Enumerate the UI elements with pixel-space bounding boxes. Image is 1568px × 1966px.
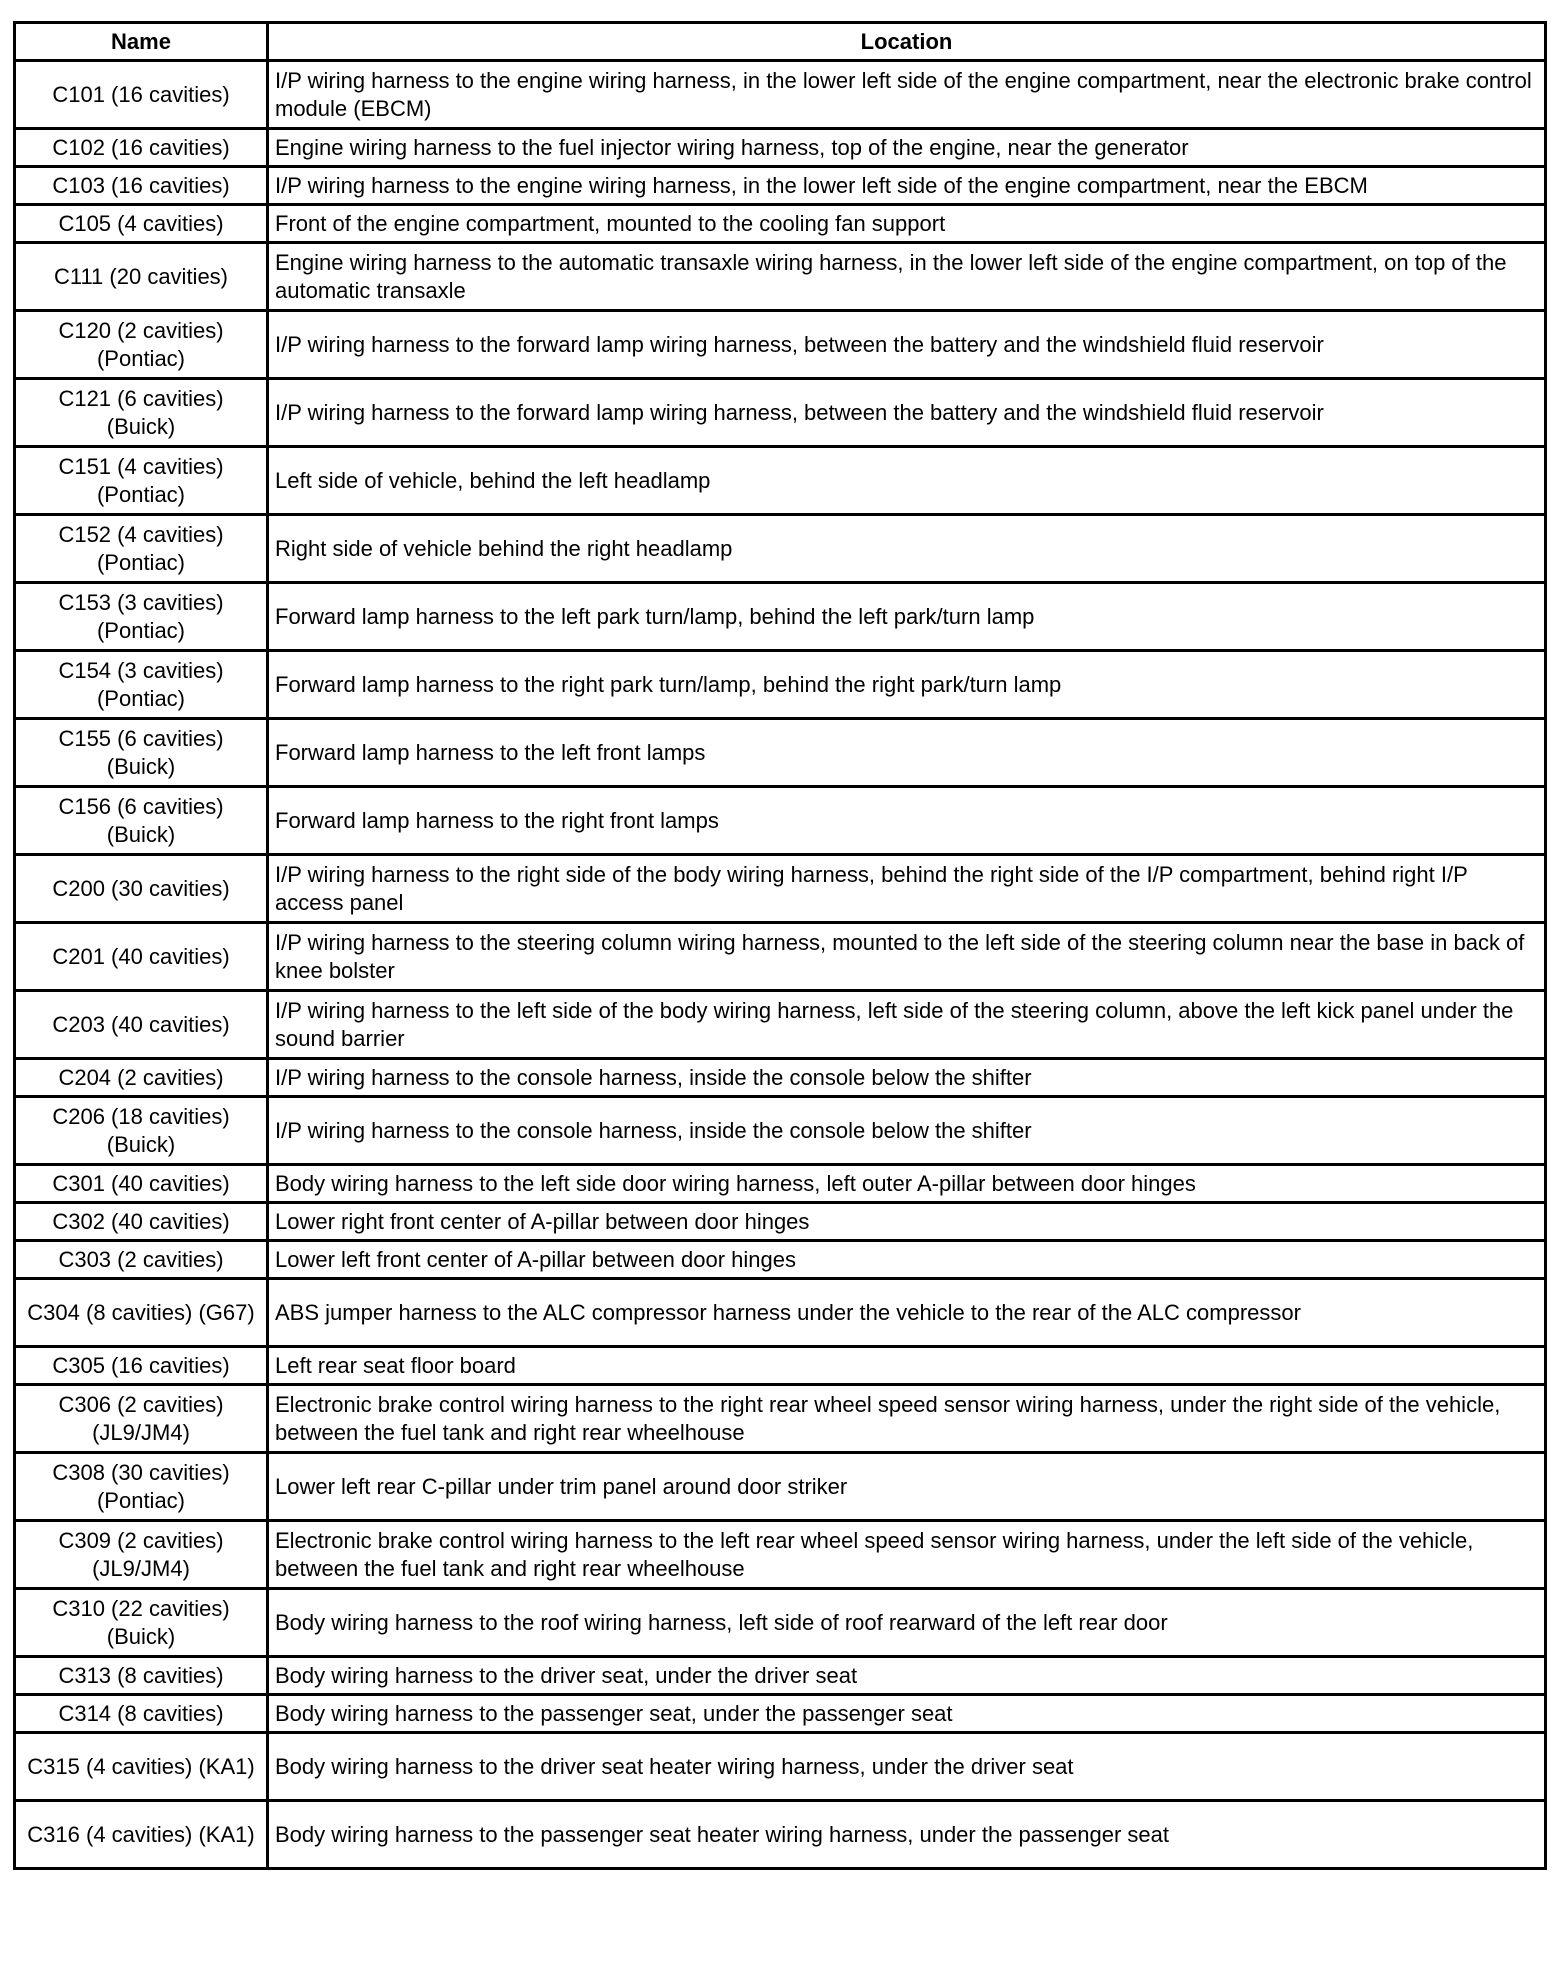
connector-location: Front of the engine compartment, mounted to the cooling fan support xyxy=(268,205,1546,243)
connector-name: C308 (30 cavities) (Pontiac) xyxy=(15,1453,268,1521)
connector-name: C155 (6 cavities) (Buick) xyxy=(15,719,268,787)
connector-name: C206 (18 cavities) (Buick) xyxy=(15,1097,268,1165)
name-column-header: Name xyxy=(15,23,268,61)
connector-name: C101 (16 cavities) xyxy=(15,61,268,129)
connector-location: Body wiring harness to the passenger seat heater wiring harness, under the passenger seat xyxy=(268,1801,1546,1869)
connector-name: C102 (16 cavities) xyxy=(15,129,268,167)
connector-name: C200 (30 cavities) xyxy=(15,855,268,923)
connector-name: C304 (8 cavities) (G67) xyxy=(15,1279,268,1347)
table-row xyxy=(15,205,1546,243)
table-row xyxy=(15,923,1546,991)
table-row xyxy=(15,1385,1546,1453)
table-row xyxy=(15,1695,1546,1733)
connector-name: C310 (22 cavities) (Buick) xyxy=(15,1589,268,1657)
connector-name: C120 (2 cavities) (Pontiac) xyxy=(15,311,268,379)
table-row xyxy=(15,61,1546,129)
connector-location: Right side of vehicle behind the right headlamp xyxy=(268,515,1546,583)
table-row xyxy=(15,719,1546,787)
connector-location: Left side of vehicle, behind the left headlamp xyxy=(268,447,1546,515)
connector-name: C306 (2 cavities) (JL9/JM4) xyxy=(15,1385,268,1453)
table-row xyxy=(15,379,1546,447)
connector-name: C151 (4 cavities) (Pontiac) xyxy=(15,447,268,515)
connector-name: C152 (4 cavities) (Pontiac) xyxy=(15,515,268,583)
connector-name: C309 (2 cavities) (JL9/JM4) xyxy=(15,1521,268,1589)
connector-name: C203 (40 cavities) xyxy=(15,991,268,1059)
connector-name: C315 (4 cavities) (KA1) xyxy=(15,1733,268,1801)
connector-name: C111 (20 cavities) xyxy=(15,243,268,311)
table-row xyxy=(15,311,1546,379)
connector-location: I/P wiring harness to the right side of the body wiring harness, behind the right side of the I/P compartment, behind right I/P access panel xyxy=(268,855,1546,923)
table-row xyxy=(15,1453,1546,1521)
connector-location: Forward lamp harness to the right front lamps xyxy=(268,787,1546,855)
connector-location: ABS jumper harness to the ALC compressor harness under the vehicle to the rear of the ALC compressor xyxy=(268,1279,1546,1347)
connector-location: Left rear seat floor board xyxy=(268,1347,1546,1385)
table-row xyxy=(15,1059,1546,1097)
table-row xyxy=(15,447,1546,515)
table-row xyxy=(15,583,1546,651)
table-row xyxy=(15,1203,1546,1241)
table-row xyxy=(15,787,1546,855)
connector-name: C313 (8 cavities) xyxy=(15,1657,268,1695)
connector-location: Electronic brake control wiring harness to the right rear wheel speed sensor wiring harness, under the right side of the vehicle, between the fuel tank and right rear wheelhouse xyxy=(268,1385,1546,1453)
connector-location-table xyxy=(13,21,1547,1870)
connector-name: C204 (2 cavities) xyxy=(15,1059,268,1097)
connector-location: Body wiring harness to the roof wiring harness, left side of roof rearward of the left rear door xyxy=(268,1589,1546,1657)
table-row xyxy=(15,1097,1546,1165)
connector-location: I/P wiring harness to the steering column wiring harness, mounted to the left side of the steering column near the base in back of knee bolster xyxy=(268,923,1546,991)
table-row xyxy=(15,1279,1546,1347)
connector-name: C154 (3 cavities) (Pontiac) xyxy=(15,651,268,719)
connector-location: Forward lamp harness to the left front lamps xyxy=(268,719,1546,787)
header-row xyxy=(15,23,1546,61)
table-row xyxy=(15,855,1546,923)
connector-location: I/P wiring harness to the console harness, inside the console below the shifter xyxy=(268,1059,1546,1097)
connector-location: I/P wiring harness to the forward lamp wiring harness, between the battery and the windshield fluid reservoir xyxy=(268,379,1546,447)
connector-name: C301 (40 cavities) xyxy=(15,1165,268,1203)
table-row xyxy=(15,515,1546,583)
connector-location: I/P wiring harness to the engine wiring harness, in the lower left side of the engine compartment, near the EBCM xyxy=(268,167,1546,205)
connector-name: C303 (2 cavities) xyxy=(15,1241,268,1279)
connector-location: Lower left rear C-pillar under trim panel around door striker xyxy=(268,1453,1546,1521)
connector-location: Engine wiring harness to the automatic transaxle wiring harness, in the lower left side of the engine compartment, on top of the automatic transaxle xyxy=(268,243,1546,311)
connector-location: Engine wiring harness to the fuel injector wiring harness, top of the engine, near the generator xyxy=(268,129,1546,167)
connector-name: C121 (6 cavities) (Buick) xyxy=(15,379,268,447)
connector-location: I/P wiring harness to the engine wiring harness, in the lower left side of the engine compartment, near the electronic brake control module (EBCM) xyxy=(268,61,1546,129)
connector-location: Electronic brake control wiring harness to the left rear wheel speed sensor wiring harness, under the left side of the vehicle, between the fuel tank and right rear wheelhouse xyxy=(268,1521,1546,1589)
connector-location: Body wiring harness to the passenger seat, under the passenger seat xyxy=(268,1695,1546,1733)
table-row xyxy=(15,1801,1546,1869)
table-row xyxy=(15,651,1546,719)
connector-name: C305 (16 cavities) xyxy=(15,1347,268,1385)
connector-location: Body wiring harness to the driver seat, under the driver seat xyxy=(268,1657,1546,1695)
connector-location: Forward lamp harness to the right park turn/lamp, behind the right park/turn lamp xyxy=(268,651,1546,719)
connector-location: I/P wiring harness to the left side of the body wiring harness, left side of the steering column, above the left kick panel under the sound barrier xyxy=(268,991,1546,1059)
table-row xyxy=(15,1657,1546,1695)
connector-location: Body wiring harness to the left side door wiring harness, left outer A-pillar between door hinges xyxy=(268,1165,1546,1203)
connector-name: C105 (4 cavities) xyxy=(15,205,268,243)
table-row xyxy=(15,1241,1546,1279)
connector-name: C103 (16 cavities) xyxy=(15,167,268,205)
location-column-header: Location xyxy=(268,23,1546,61)
connector-location: Lower left front center of A-pillar between door hinges xyxy=(268,1241,1546,1279)
connector-location: Body wiring harness to the driver seat heater wiring harness, under the driver seat xyxy=(268,1733,1546,1801)
table-row xyxy=(15,991,1546,1059)
connector-location: Lower right front center of A-pillar between door hinges xyxy=(268,1203,1546,1241)
table-row xyxy=(15,1589,1546,1657)
connector-name: C302 (40 cavities) xyxy=(15,1203,268,1241)
connector-location: I/P wiring harness to the console harness, inside the console below the shifter xyxy=(268,1097,1546,1165)
connector-location: I/P wiring harness to the forward lamp wiring harness, between the battery and the windshield fluid reservoir xyxy=(268,311,1546,379)
table-row xyxy=(15,1347,1546,1385)
connector-location: Forward lamp harness to the left park turn/lamp, behind the left park/turn lamp xyxy=(268,583,1546,651)
table-row xyxy=(15,1521,1546,1589)
table-row xyxy=(15,243,1546,311)
table-row xyxy=(15,1733,1546,1801)
connector-name: C316 (4 cavities) (KA1) xyxy=(15,1801,268,1869)
connector-name: C314 (8 cavities) xyxy=(15,1695,268,1733)
table-row xyxy=(15,129,1546,167)
table-row xyxy=(15,1165,1546,1203)
connector-name: C201 (40 cavities) xyxy=(15,923,268,991)
connector-name: C153 (3 cavities) (Pontiac) xyxy=(15,583,268,651)
connector-name: C156 (6 cavities) (Buick) xyxy=(15,787,268,855)
table-row xyxy=(15,167,1546,205)
